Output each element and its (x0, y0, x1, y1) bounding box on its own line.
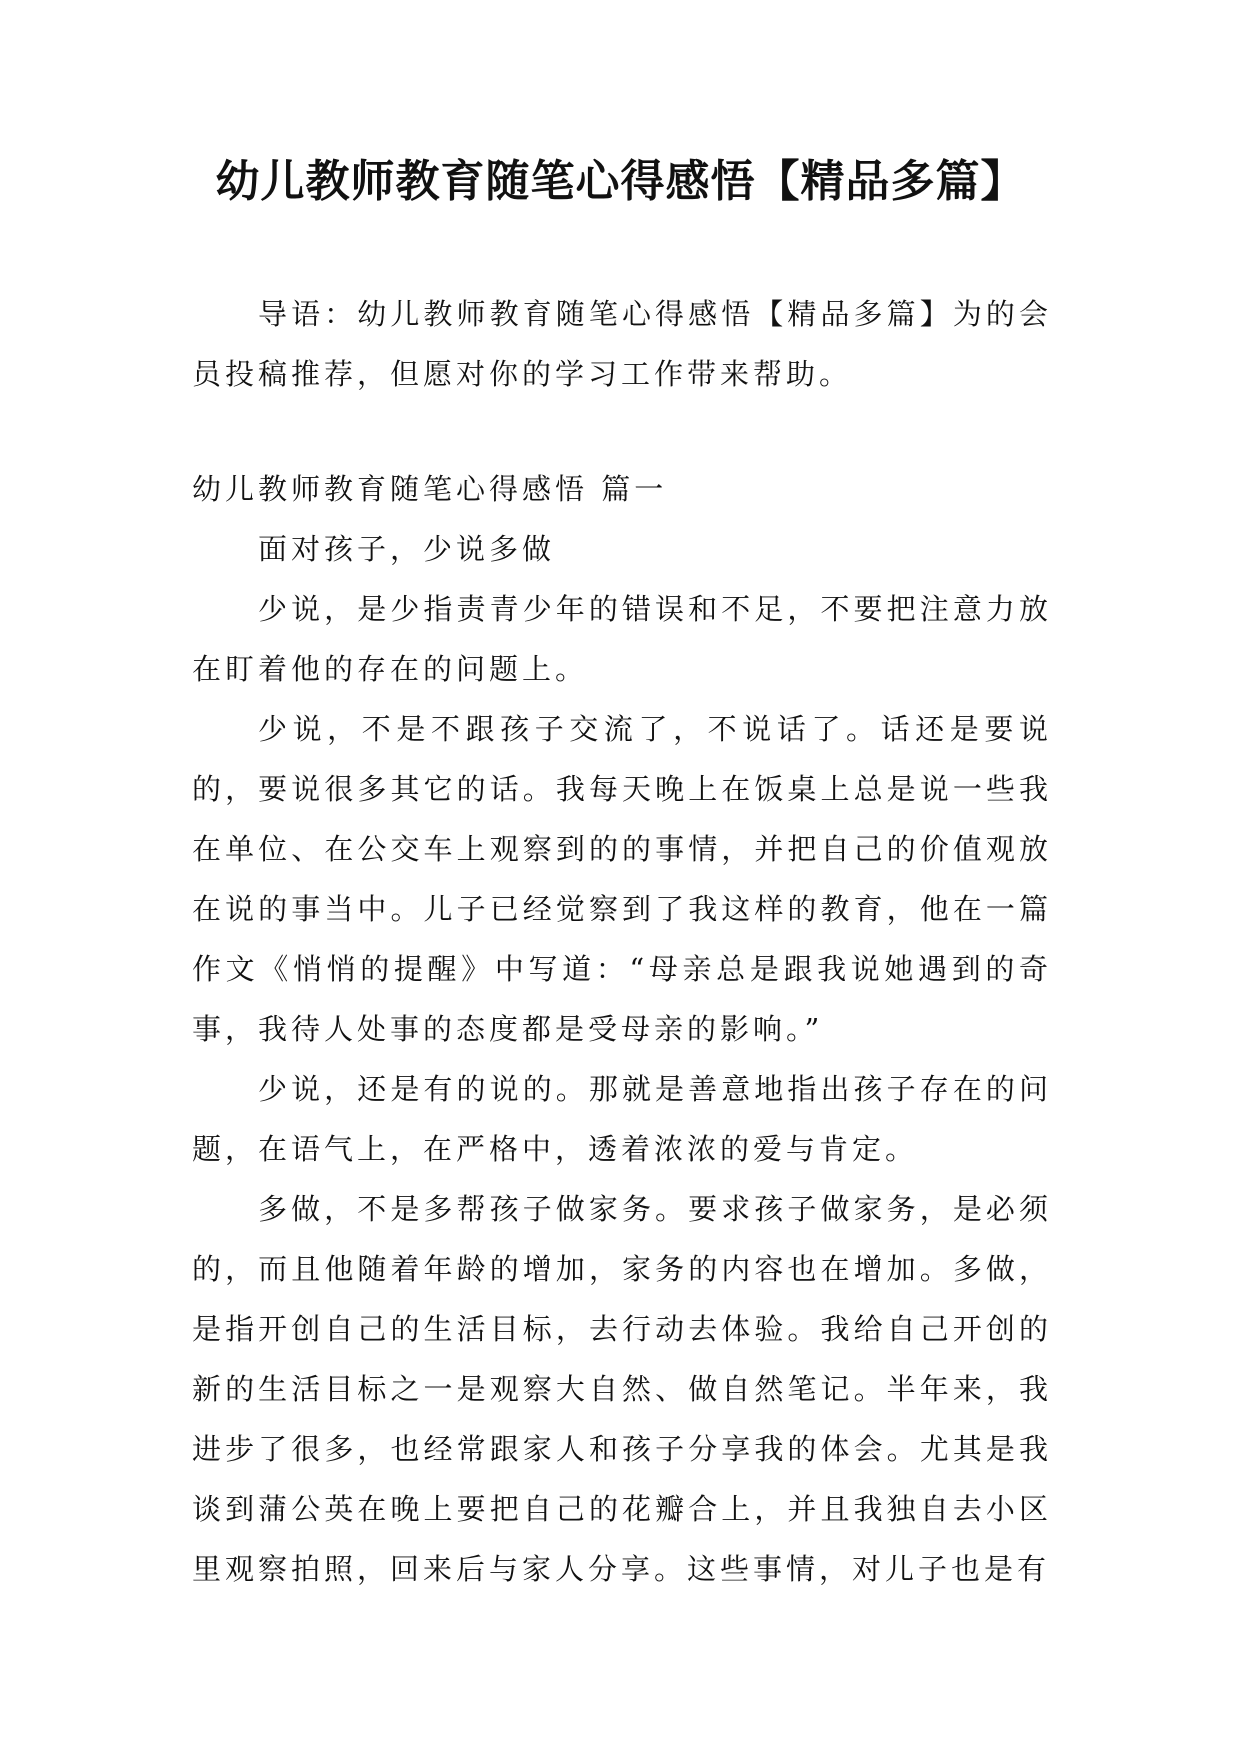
intro-paragraph: 导语：幼儿教师教育随笔心得感悟【精品多篇】为的会员投稿推荐，但愿对你的学习工作带来帮助。 (192, 297, 1052, 391)
sub-heading: 面对孩子，少说多做 (258, 532, 556, 566)
body-paragraph: 多做，不是多帮孩子做家务。要求孩子做家务，是必须的，而且他随着年龄的增加，家务的内容也在增加。多做，是指开创自己的生活目标，去行动去体验。我给自己开创的新的生活目标之一是观察大自然、做自然笔记。半年来，我进步了很多，也经常跟家人和孩子分享我的体会。尤其是我谈到蒲公英在晚上要把自己的花瓣合上，并且我独自去小区里观察拍照，回来后与家人分享。这些事情，对儿子也是有 (192, 1192, 1052, 1586)
body-paragraph: 少说，还是有的说的。那就是善意地指出孩子存在的问题，在语气上，在严格中，透着浓浓的爱与肯定。 (192, 1072, 1052, 1166)
body-paragraph: 少说，是少指责青少年的错误和不足，不要把注意力放在盯着他的存在的问题上。 (192, 592, 1052, 686)
body-paragraph: 少说，不是不跟孩子交流了，不说话了。话还是要说的，要说很多其它的话。我每天晚上在饭桌上总是说一些我在单位、在公交车上观察到的的事情，并把自己的价值观放在说的事当中。儿子已经觉察到了我这样的教育，他在一篇作文《悄悄的提醒》中写道：“母亲总是跟我说她遇到的奇事，我待人处事的态度都是受母亲的影响。” (192, 712, 1052, 1046)
section-heading: 幼儿教师教育随笔心得感悟 篇一 (192, 472, 668, 506)
document-title: 幼儿教师教育随笔心得感悟【精品多篇】 (215, 156, 1026, 207)
